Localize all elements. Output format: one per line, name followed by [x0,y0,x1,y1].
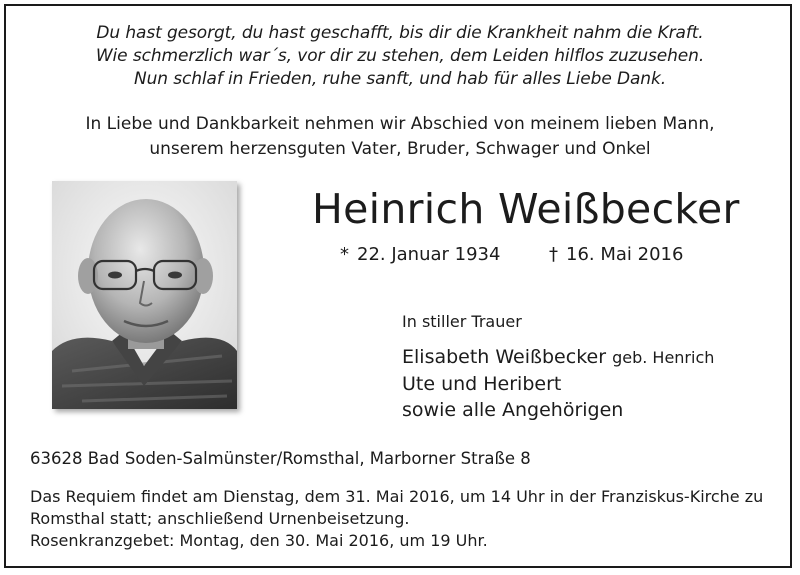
death-cross-icon: † [549,244,558,265]
mourners-list [402,344,714,423]
mourner-relatives: sowie alle Angehörigen [402,399,624,421]
spouse-name: Elisabeth Weißbecker [402,346,607,368]
mourning-label: In stiller Trauer [402,312,522,331]
intro-line: In Liebe und Dankbarkeit nehmen wir Abschied von meinem lieben Mann, [85,114,715,134]
poem [0,22,800,91]
rosary-line: Rosenkranzgebet: Montag, den 30. Mai 2016, um 19 Uhr. [30,531,488,550]
address: 63628 Bad Soden-Salmünster/Romsthal, Marborner Straße 8 [30,449,531,468]
mourner-family: Ute und Heribert [402,373,562,395]
requiem-line: Romsthal statt; anschließend Urnenbeisetzung. [30,509,410,528]
poem-line: Du hast gesorgt, du hast geschafft, bis dir die Krankheit nahm die Kraft. [96,23,704,43]
portrait-photo [52,181,237,409]
mourner-spouse [402,344,714,371]
intro-text [0,112,800,162]
spouse-maiden-name: geb. Henrich [612,348,715,367]
poem-line: Wie schmerzlich war´s, vor dir zu stehen, dem Leiden hilflos zuzusehen. [95,46,705,66]
deceased-name: Heinrich Weißbecker [312,185,740,233]
birth-star-icon: * [340,244,349,265]
death-date: 16. Mai 2016 [566,244,684,265]
intro-line: unserem herzensguten Vater, Bruder, Schwager und Onkel [149,139,651,159]
death-date-line [549,244,683,265]
requiem-line: Das Requiem findet am Dienstag, dem 31. Mai 2016, um 14 Uhr in der Franziskus-Kirche zu [30,487,764,506]
poem-line: Nun schlaf in Frieden, ruhe sanft, und hab für alles Liebe Dank. [133,69,667,89]
requiem-info [30,486,780,552]
birth-date-line [340,244,500,265]
birth-date: 22. Januar 1934 [357,244,501,265]
